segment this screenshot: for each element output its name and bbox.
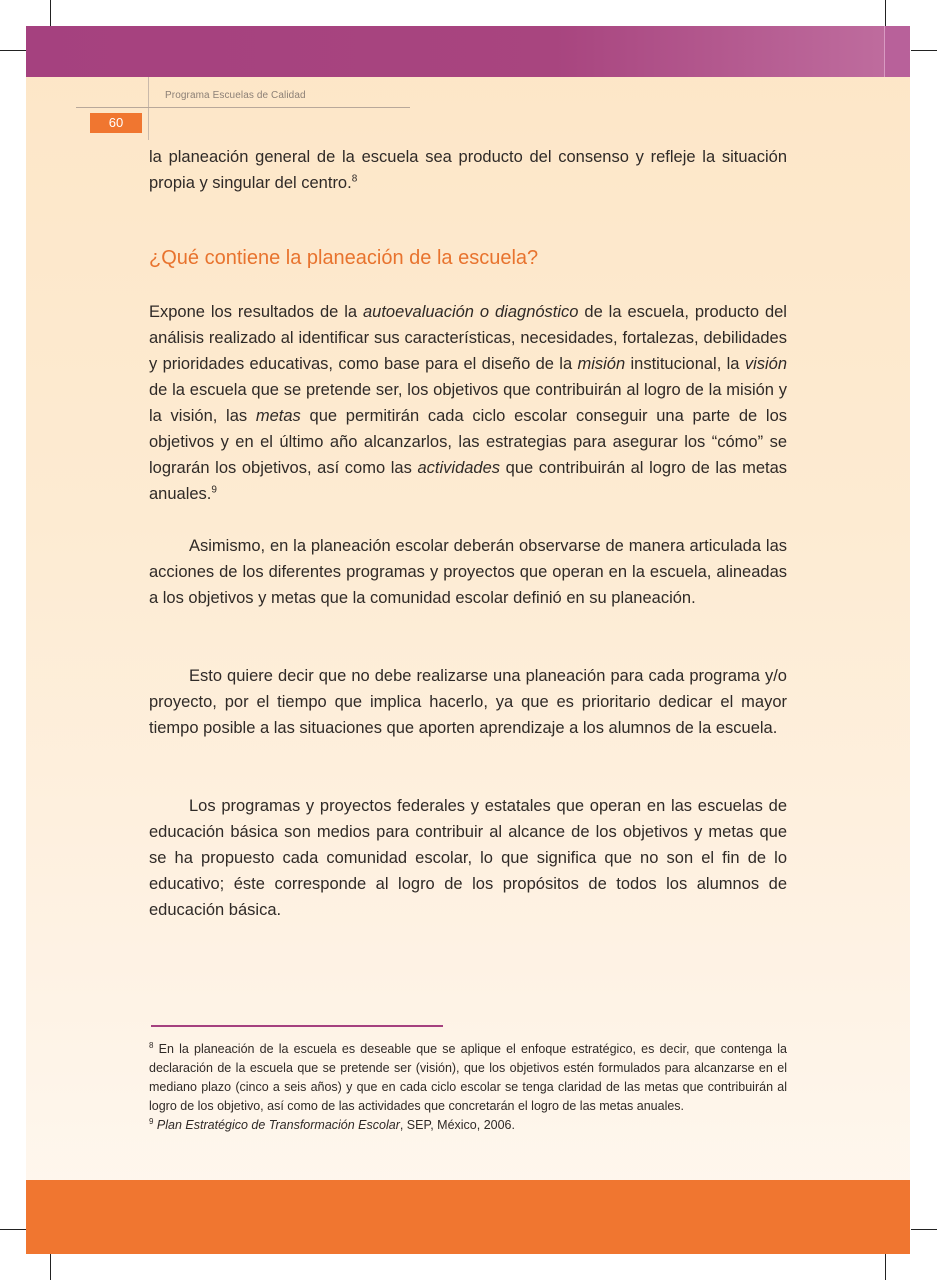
crop-mark bbox=[0, 50, 26, 51]
crop-mark bbox=[911, 50, 937, 51]
para4-text: Los programas y proyectos federales y estatales que operan en las escuelas de educación básica son medios para contribuir al alcance de los objetivos y metas que se ha propuesto cada comunidad escolar, lo que significa que no son el fin de lo educativo; éste corresponde al logro de los propósitos de todos los alumnos de educación básica. bbox=[149, 797, 787, 919]
footnote-9-text: , SEP, México, 2006. bbox=[399, 1118, 515, 1132]
para1-text: Expone los resultados de la bbox=[149, 303, 363, 321]
para1-emphasis: metas bbox=[255, 407, 301, 425]
footnote-9-title: Plan Estratégico de Transformación Escolar bbox=[153, 1118, 400, 1132]
para1-text: institucional, la bbox=[625, 355, 745, 373]
crop-mark bbox=[0, 1229, 26, 1230]
intro-text: la planeación general de la escuela sea producto del consenso y refleje la situación propia y singular del centro. bbox=[149, 148, 787, 192]
footnote-8-number: 8 bbox=[149, 1040, 154, 1050]
top-band-edge bbox=[884, 26, 910, 77]
footnote-9 bbox=[149, 1116, 787, 1135]
para1-text: que permitirán cada ciclo escolar conseguir una parte de los objetivos y en el último año alcanzarlos, las estrategias para asegurar los “cómo” se lograrán los objetivos, así como las bbox=[149, 407, 787, 477]
page-number: 60 bbox=[90, 113, 142, 133]
para1-emphasis: autoevaluación o diagnóstico bbox=[362, 303, 579, 321]
para1-text: de la escuela que se pretende ser, los objetivos que contribuirán al logro de la misión y la visión, las bbox=[149, 381, 787, 425]
footnote-ref-8[interactable]: 8 bbox=[351, 173, 358, 185]
footnote-ref-9[interactable]: 9 bbox=[211, 484, 217, 496]
paragraph-1 bbox=[149, 299, 787, 507]
crop-mark bbox=[50, 0, 51, 26]
header-vertical-rule bbox=[148, 77, 149, 140]
para1-text: que contribuirán al logro de las metas anuales. bbox=[149, 459, 787, 503]
para1-emphasis: visión bbox=[744, 355, 787, 373]
footnotes bbox=[149, 1040, 787, 1135]
section-heading: ¿Qué contiene la planeación de la escuela? bbox=[149, 247, 539, 269]
crop-mark bbox=[885, 1254, 886, 1280]
footnote-9-number: 9 bbox=[149, 1116, 154, 1126]
para1-text: de la escuela, producto del análisis realizado al identificar sus características, necesidades, fortalezas, debilidades y prioridades educativas, como base para el diseño de la bbox=[149, 303, 787, 373]
document-page bbox=[26, 26, 910, 1254]
para3-text: Esto quiere decir que no debe realizarse una planeación para cada programa y/o proyecto, por el tiempo que implica hacerlo, ya que es prioritario dedicar el mayor tiempo posible a las situaciones que aporten aprendizaje a los alumnos de la escuela. bbox=[149, 667, 787, 737]
running-title: Programa Escuelas de Calidad bbox=[165, 90, 306, 101]
crop-mark bbox=[885, 0, 886, 26]
footnote-8-text: En la planeación de la escuela es deseable que se aplique el enfoque estratégico, es decir, que contenga la declaración de la escuela que se pretende ser (visión), que los objetivos estén formulados para alcanzarse en el mediano plazo (cinco a seis años) y que en cada ciclo escolar se tenga claridad de las metas que contribuirán al logro de los objetivo, así como de las actividades que concretarán el logro de las metas anuales. bbox=[149, 1042, 787, 1113]
para2-text: Asimismo, en la planeación escolar deberán observarse de manera articulada las acciones de los diferentes programas y proyectos que operan en la escuela, alineadas a los objetivos y metas que la comunidad escolar definió en su planeación. bbox=[149, 537, 787, 607]
paragraph-3 bbox=[149, 663, 787, 741]
footnote-8 bbox=[149, 1040, 787, 1116]
crop-mark bbox=[50, 1254, 51, 1280]
intro-paragraph bbox=[149, 144, 787, 196]
crop-mark bbox=[911, 1229, 937, 1230]
paragraph-2 bbox=[149, 533, 787, 611]
footnote-separator bbox=[151, 1025, 443, 1027]
para1-emphasis: misión bbox=[577, 355, 626, 373]
para1-emphasis: actividades bbox=[417, 459, 501, 477]
paragraph-4 bbox=[149, 793, 787, 923]
top-color-band bbox=[26, 26, 910, 77]
bottom-color-band bbox=[26, 1180, 910, 1254]
header-rule bbox=[76, 107, 410, 108]
